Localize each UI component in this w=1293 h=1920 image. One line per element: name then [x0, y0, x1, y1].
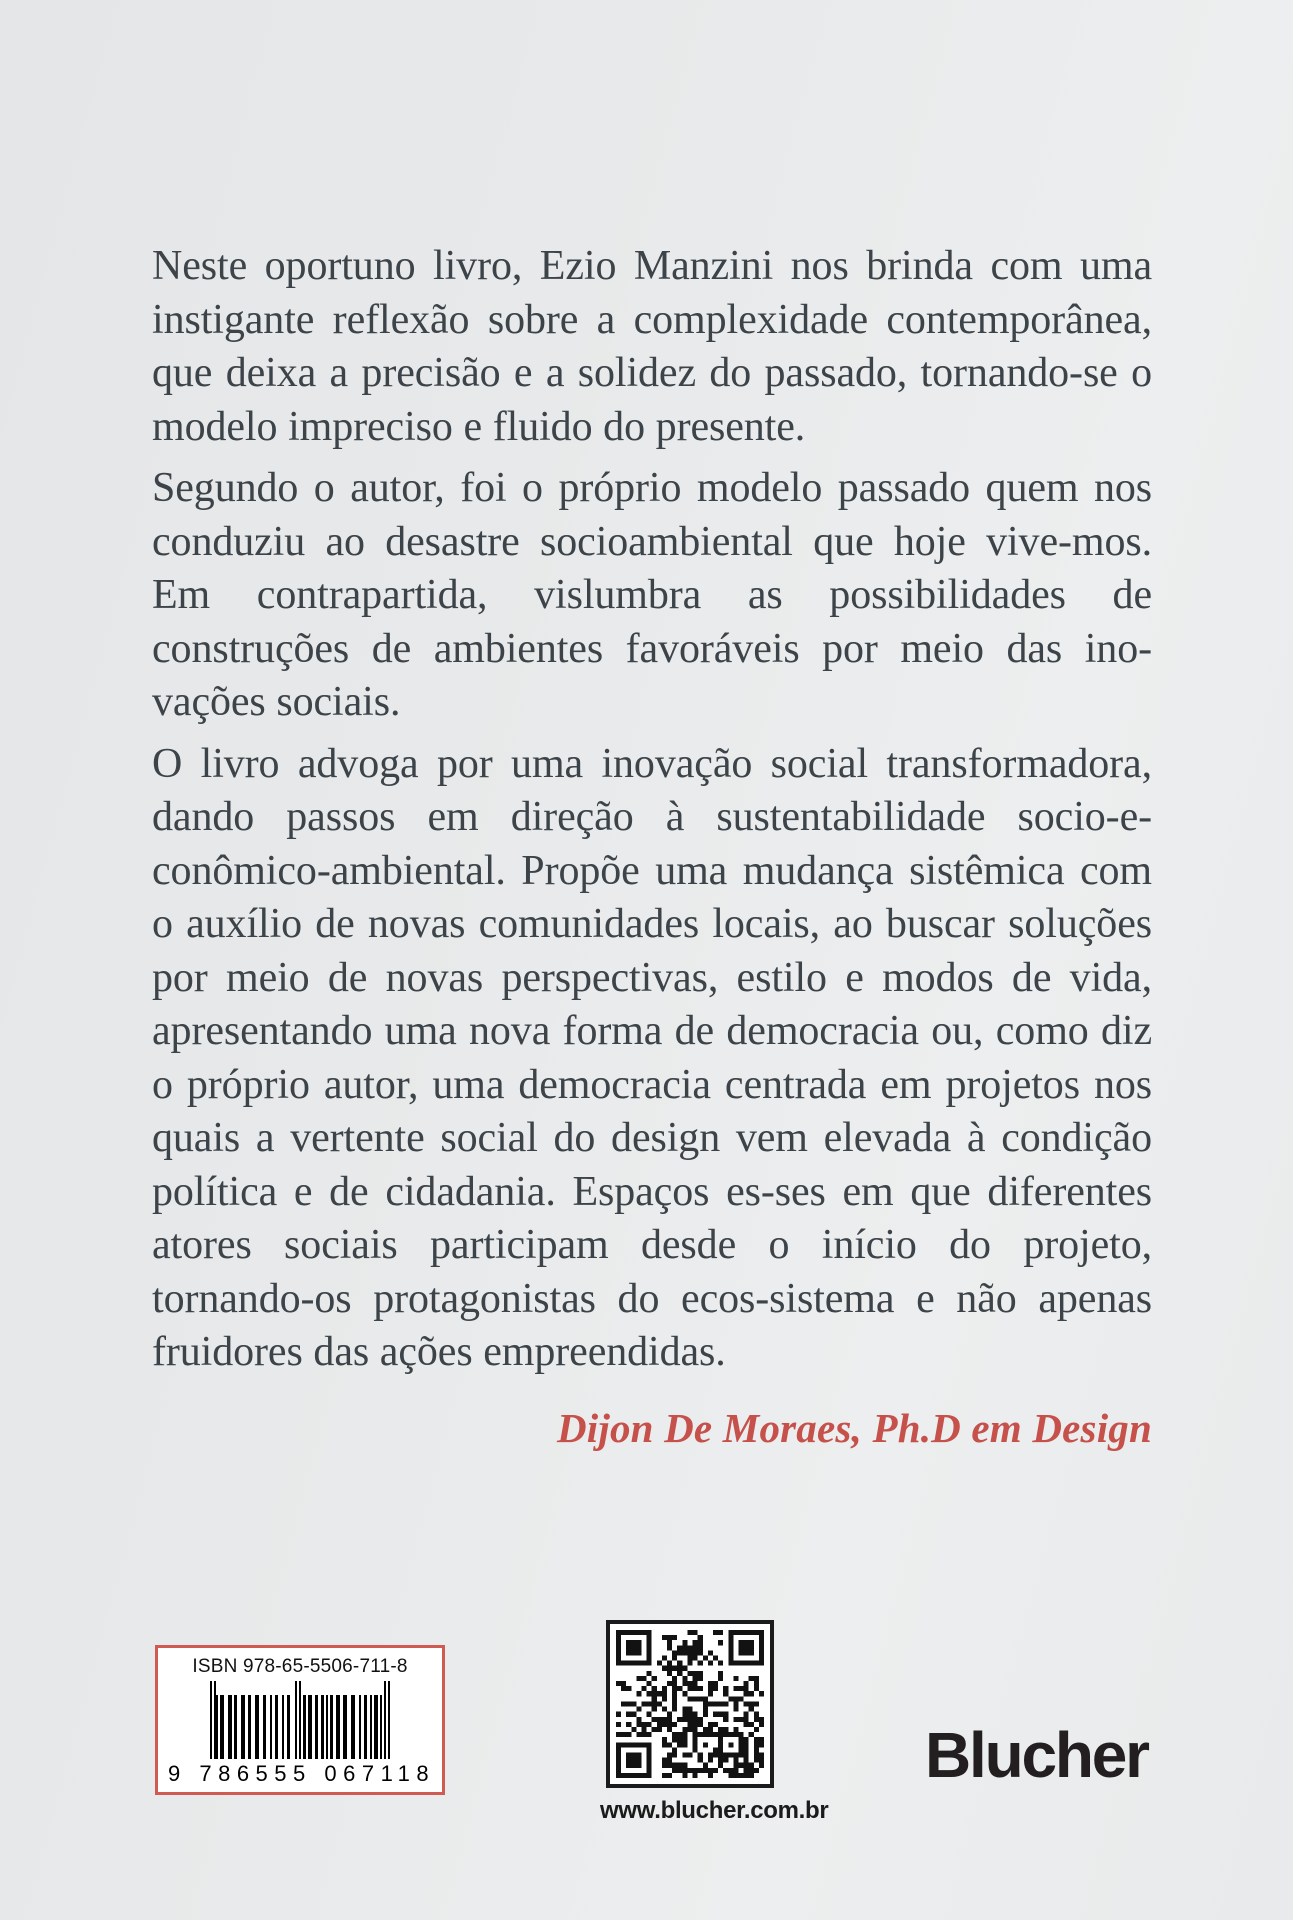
cover-footer — [0, 1620, 1293, 1860]
publisher-website[interactable]: www.blucher.com.br — [600, 1797, 829, 1824]
qr-block — [600, 1620, 829, 1825]
publisher-logo: Blucher — [925, 1719, 1148, 1791]
blurb-paragraph-3: O livro advoga por uma inovação social transformadora, dando passos em direção à sustentabilidade socio-e-conômico-ambiental. Propõe uma mudança sistêmica com o auxílio de novas comunidades locais, ao buscar soluções por meio de novas perspectivas, estilo e modos de vida, apresentando uma nova forma de democracia ou, como diz o próprio autor, uma democracia centrada em projetos nos quais a vertente social do design vem elevada à condição política e de cidadania. Espaços es-ses em que diferentes atores sociais participam desde o início do projeto, tornando-os protagonistas do ecos-sistema e não apenas fruidores das ações empreendidas. — [152, 740, 1152, 1375]
barcode-icon — [168, 1681, 432, 1759]
barcode-digits: 9 786555 067118 — [168, 1761, 436, 1786]
isbn-barcode-block — [155, 1645, 445, 1795]
blurb-paragraph-1: Neste oportuno livro, Ezio Manzini nos brinda com uma instigante reflexão sobre a complexidade contemporânea, que deixa a precisão e a solidez do passado, tornando-se o modelo impreciso e fluido do presente. — [152, 243, 1152, 450]
isbn-label: ISBN 978-65-5506-711-8 — [192, 1656, 408, 1677]
qr-code-icon[interactable] — [606, 1620, 774, 1788]
attribution-line: Dijon De Moraes, Ph.D em Design — [556, 1405, 1152, 1451]
blurb-text — [152, 240, 1152, 1380]
blurb-paragraph-2: Segundo o autor, foi o próprio modelo passado quem nos conduziu ao desastre socioambiental que hoje vive-mos. Em contrapartida, vislumbra as possibilidades de construções de ambientes favoráveis por meio das ino-vações sociais. — [152, 465, 1152, 725]
